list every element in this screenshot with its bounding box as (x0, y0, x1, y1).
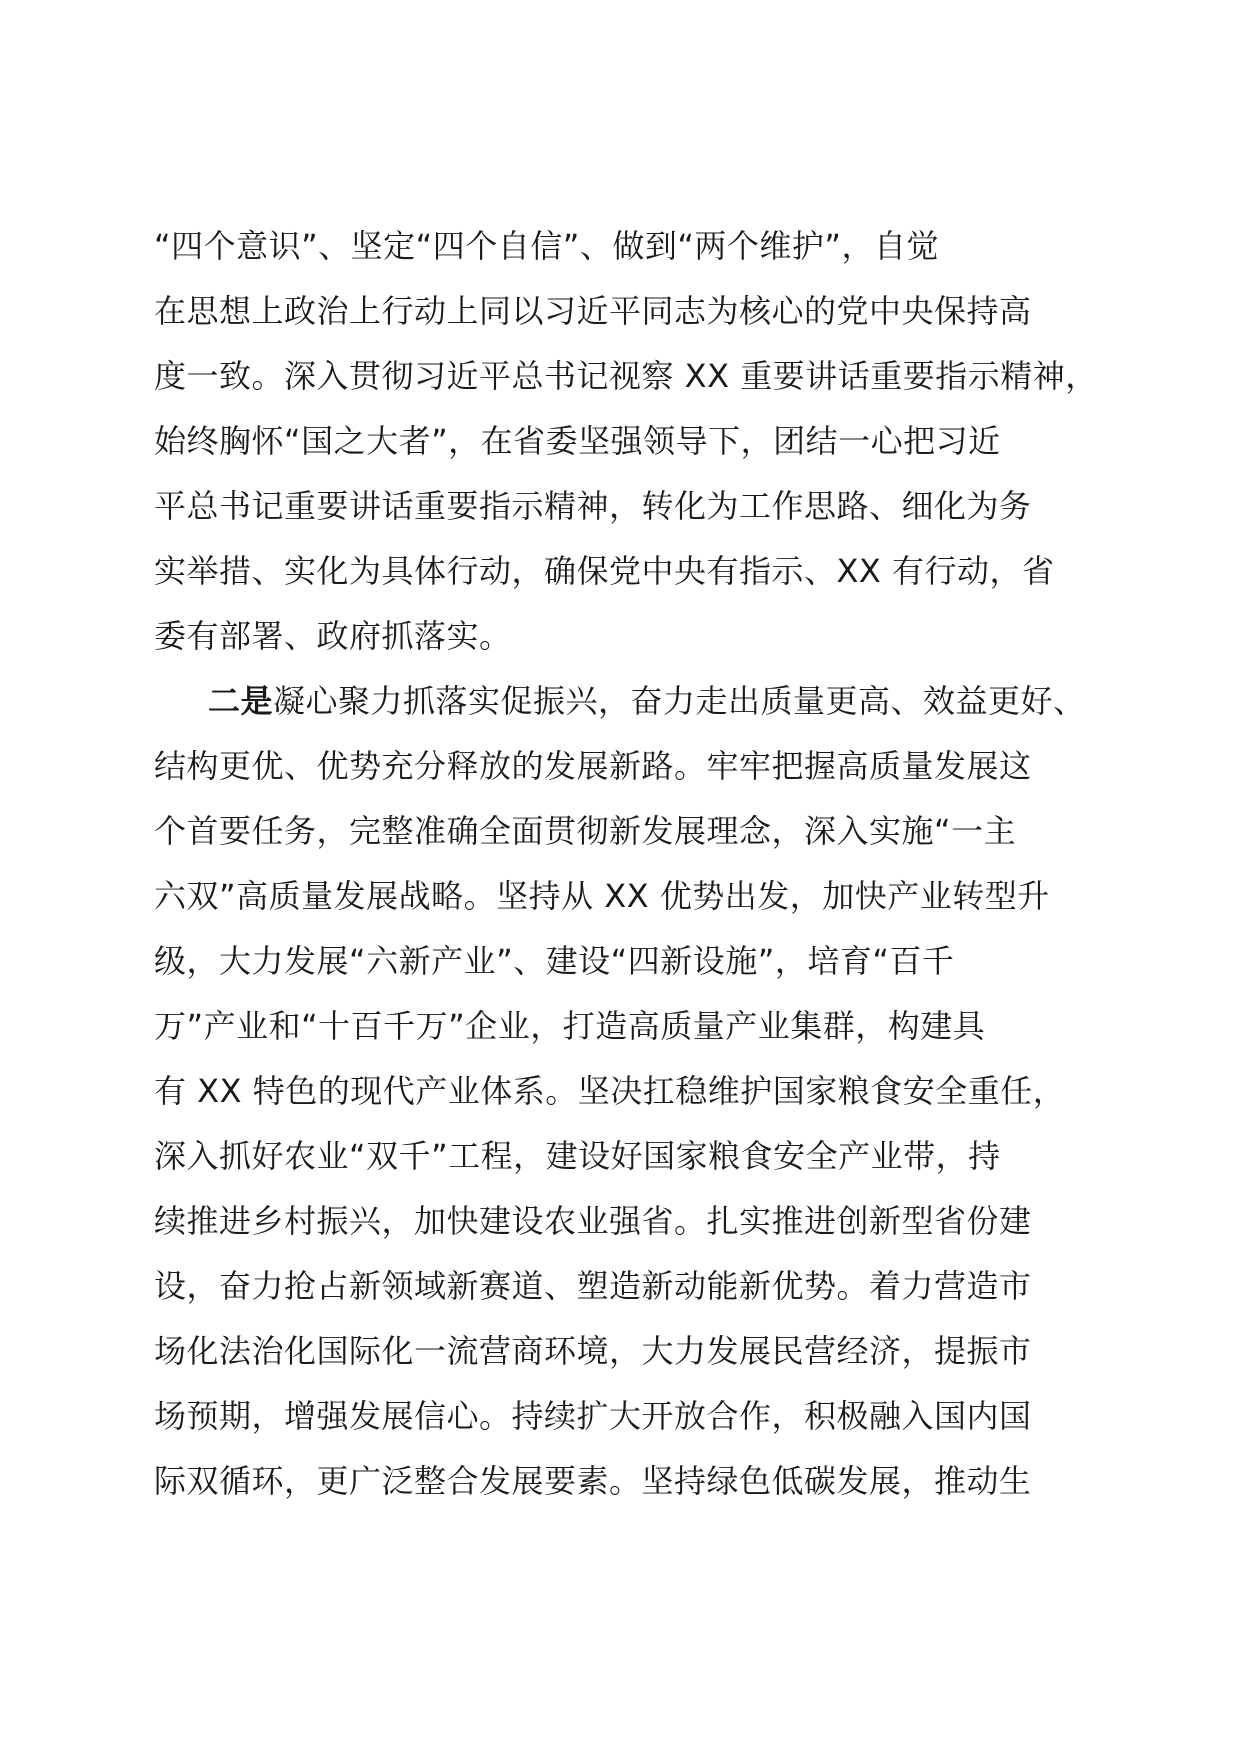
paragraph-2 (154, 669, 1114, 1514)
text-line: 万”产业和“十百千万”企业，打造高质量产业集群，构建具 (154, 1007, 986, 1045)
text-line: 结构更优、优势充分释放的发展新路。牢牢把握高质量发展这 (154, 747, 1032, 785)
text-line: 实举措、实化为具体行动，确保党中央有指示、XX 有行动，省 (154, 552, 1055, 590)
text-line: 始终胸怀“国之大者”，在省委坚强领导下，团结一心把习近 (154, 422, 1001, 460)
text-line: “四个意识”、坚定“四个自信”、做到“两个维护”，自觉 (154, 227, 939, 265)
text-line: 续推进乡村振兴，加快建设农业强省。扎实推进创新型省份建 (154, 1202, 1032, 1240)
text-line: 设，奋力抢占新领域新赛道、塑造新动能新优势。着力营造市 (154, 1267, 1032, 1305)
text-line: 度一致。深入贯彻习近平总书记视察 XX 重要讲话重要指示精神， (154, 357, 1098, 395)
text-line: 有 XX 特色的现代产业体系。坚决扛稳维护国家粮食安全重任， (154, 1072, 1066, 1110)
paragraph-2-lead: 二是 (208, 682, 274, 720)
text-line: 在思想上政治上行动上同以习近平同志为核心的党中央保持高 (154, 292, 1032, 330)
text-line: 场化法治化国际化一流营商环境，大力发展民营经济，提振市 (154, 1332, 1032, 1370)
text-line: 个首要任务，完整准确全面贯彻新发展理念，深入实施“一主 (154, 812, 1017, 850)
paragraph-2-first-line-text: 凝心聚力抓落实促振兴，奋力走出质量更高、效益更好、 (273, 682, 1086, 720)
text-line: 际双循环，更广泛整合发展要素。坚持绿色低碳发展，推动生 (154, 1462, 1032, 1500)
paragraph-2-first-line (154, 669, 1114, 734)
text-line: 级，大力发展“六新产业”、建设“四新设施”，培育“百千 (154, 942, 955, 980)
text-line: 六双”高质量发展战略。坚持从 XX 优势出发，加快产业转型升 (154, 877, 1050, 915)
paragraph-1 (154, 214, 1114, 669)
text-line: 深入抓好农业“双千”工程，建设好国家粮食安全产业带，持 (154, 1137, 1001, 1175)
text-line: 平总书记重要讲话重要指示精神，转化为工作思路、细化为务 (154, 487, 1032, 525)
text-line: 委有部署、政府抓落实。 (154, 617, 512, 655)
text-line: 场预期，增强发展信心。持续扩大开放合作，积极融入国内国 (154, 1397, 1032, 1435)
body-text (154, 214, 1114, 1514)
